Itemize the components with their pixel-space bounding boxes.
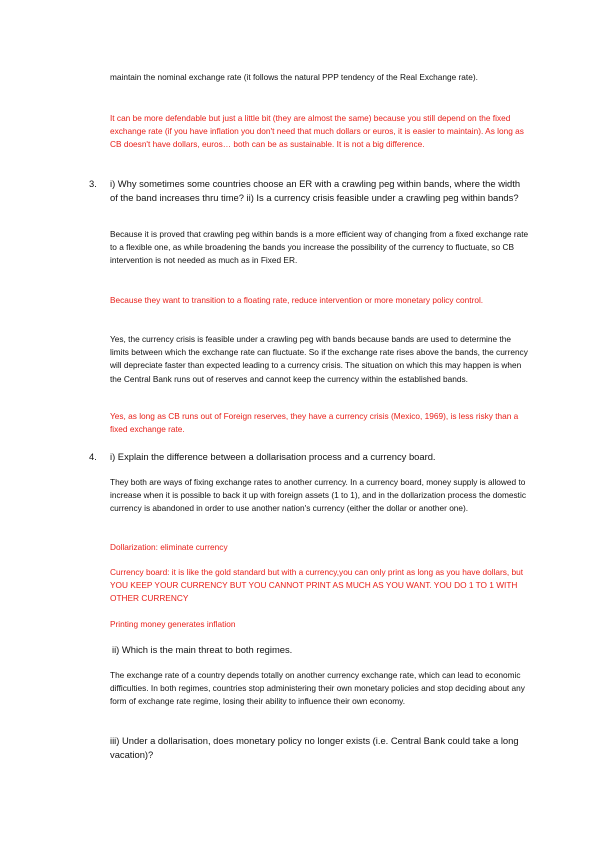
answer-paragraph: maintain the nominal exchange rate (it follows the natural PPP tendency of the Real Exchange rate). [110, 72, 478, 82]
question-4-iii: iii) Under a dollarisation, does monetary policy no longer exists (i.e. Central Bank could take a long vacation)? [110, 735, 519, 760]
question-number: 3. [89, 178, 97, 189]
answer-note-red: It can be more defendable but just a little bit (they are almost the same) because you still depend on the fixed exchange rate (if you have inflation you don't need that much dollars or euros, it is easier to maintain). As long as CB doesn't have dollars, euros… both can be as sustainable. It is not a big difference. [110, 113, 524, 150]
question-4-ii: ii) Which is the main threat to both regimes. [112, 644, 293, 655]
question-4: i) Explain the difference between a dollarisation process and a currency board. [110, 451, 436, 462]
answer-note-red: Currency board: it is like the gold standard but with a currency,you can only print as long as you have dollars, but YOU KEEP YOUR CURRENCY BUT YOU CANNOT PRINT AS MUCH AS YOU WANT. YOU DO 1 TO 1 WITH OTHER CURRENCY [110, 567, 524, 604]
question-number: 4. [89, 451, 97, 462]
answer-paragraph: They both are ways of fixing exchange rates to another currency. In a currency board, money supply is allowed to increase when it is possible to back it up with foreign assets (1 to 1), and in the dollarization process the domestic currency is abandoned in order to use another nation's currency (either the dollar or another one). [110, 477, 526, 514]
answer-note-red: Because they want to transition to a floating rate, reduce intervention or more monetary policy control. [110, 295, 484, 305]
answer-paragraph: Because it is proved that crawling peg within bands is a more efficient way of changing from a fixed exchange rate to a flexible one, as while broadening the bands you increase the possibility of the currency to fluctuate, so CB intervention is not needed as much as in Fixed ER. [110, 229, 529, 266]
answer-note-red: Dollarization: eliminate currency [110, 542, 228, 552]
answer-note-red: Yes, as long as CB runs out of Foreign reserves, they have a currency crisis (Mexico, 1969), is less risky than a fixed exchange rate. [110, 411, 519, 435]
answer-paragraph: Yes, the currency crisis is feasible under a crawling peg with bands because bands are used to determine the limits between which the exchange rate can fluctuate. So if the exchange rate rises above the bands, the currency will depreciate faster than expected leading to a currency crisis. The situation on which this may happen is when the Central Bank runs out of reserves and cannot keep the currency within the established bands. [110, 334, 528, 384]
question-3: i) Why sometimes some countries choose an ER with a crawling peg within bands, where the width of the band increases thru time? ii) Is a currency crisis feasible under a crawling peg within bands? [110, 178, 521, 203]
answer-note-red: Printing money generates inflation [110, 619, 236, 629]
answer-paragraph: The exchange rate of a country depends totally on another currency exchange rate, which can lead to economic difficulties. In both regimes, countries stop administering their own monetary policies and stop deciding about any form of exchange rate regime, losing their ability to influence their own economy. [110, 670, 525, 707]
